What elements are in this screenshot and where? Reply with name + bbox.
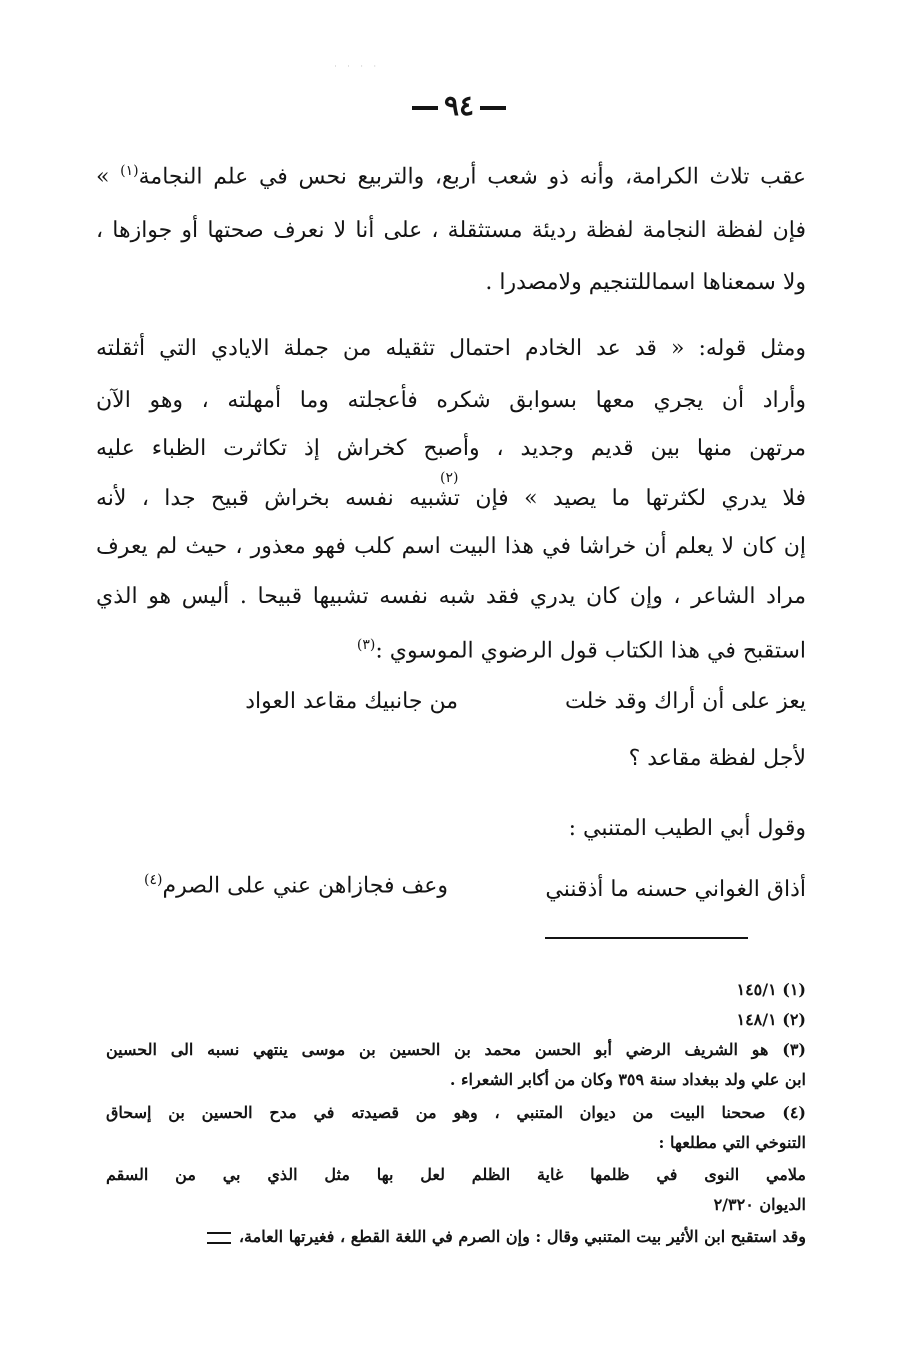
print-smudge-decoration: · · · · bbox=[334, 62, 380, 71]
footnote-3-line: (٣) هو الشريف الرضي أبو الحسن محمد بن الحسين بن موسى ينتهي نسبه الى الحسين bbox=[106, 1040, 806, 1059]
verse1-second-hemistich: من جانبيك مقاعد العواد bbox=[245, 689, 458, 714]
footnote-ref-1: (١) bbox=[120, 163, 139, 179]
footnote-ref-2: (٢) bbox=[440, 470, 459, 486]
paragraph1-line: فإن لفظة النجامة لفظة رديئة مستثقلة ، على أنا لا نعرف صحتها أو جوازها ، bbox=[96, 218, 806, 243]
paragraph2-line: استقبح في هذا الكتاب قول الرضوي الموسوي :$^{(٣)}$ bbox=[356, 637, 806, 664]
footnote-ref-4: (٤) bbox=[144, 872, 163, 888]
verse2-second-hemistich: وعف فجازاهن عني على الصرم$^{(٤)}$ bbox=[144, 872, 448, 899]
footnote-1: (١) ١٤٥/١ bbox=[736, 980, 806, 999]
footnote-2: (٢) ١٤٨/١ bbox=[736, 1010, 806, 1029]
paragraph2-line: وأراد أن يجري معها بسوابق شكره فأعجلته وما أمهلته ، وهو الآن bbox=[96, 388, 806, 413]
paragraph2-line: مراد الشاعر ، وإن كان يدري فقد شبه نفسه تشبيها قبيحا . أليس هو الذي bbox=[96, 584, 806, 609]
footnote-4-line: وقد استقبح ابن الأثير بيت المتنبي وقال : وإن الصرم في اللغة القطع ، فغيرتها العامة، bbox=[106, 1222, 806, 1252]
paragraph1-line: عقب تلاث الكرامة، وأنه ذو شعب أربع، والتربيع نحس في علم النجامة$^{(١)}$ » bbox=[96, 163, 807, 190]
footnote-ref-3: (٣) bbox=[356, 637, 376, 653]
continuation-mark bbox=[207, 1232, 231, 1244]
footnote-separator bbox=[545, 937, 748, 939]
footnote-4-line: الديوان ٢/٣٢٠ bbox=[713, 1195, 806, 1214]
paragraph2-line: فلا يدري لكثرتها ما يصيد » فإن تشبيه نفسه بخراش قبيح جدا ، لأنه bbox=[96, 486, 806, 511]
page-number: ٩٤ bbox=[443, 89, 475, 122]
header-dash-left bbox=[412, 106, 438, 110]
footnote-4-line: التنوخي التي مطلعها : bbox=[658, 1133, 806, 1152]
paragraph1-line: ولا سمعناها اسماللتنجيم ولامصدرا . bbox=[485, 270, 806, 295]
header-dash-right bbox=[480, 106, 506, 110]
footnote-3-line: ابن علي ولد ببغداد سنة ٣٥٩ وكان من أكابر الشعراء . bbox=[449, 1070, 806, 1089]
verse1-first-hemistich: يعز على أن أراك وقد خلت bbox=[564, 689, 806, 714]
footnote-4-line: ملامي النوى في ظلمها غاية الظلم لعل بها مثل الذي بي من السقم bbox=[106, 1165, 806, 1184]
paragraph2-line: إن كان لا يعلم أن خراشا في هذا البيت اسم كلب فهو معذور ، حيث لم يعرف bbox=[96, 534, 806, 559]
after-verse1-text: لأجل لفظة مقاعد ؟ bbox=[628, 746, 806, 771]
footnote-4-line: (٤) صححنا البيت من ديوان المتنبي ، وهو من قصيدته في مدح الحسين بن إسحاق bbox=[106, 1103, 806, 1122]
verse2-first-hemistich: أذاق الغواني حسنه ما أذقنني bbox=[545, 877, 806, 902]
verse2-intro: وقول أبي الطيب المتنبي : bbox=[568, 816, 806, 841]
paragraph2-line: مرتهن منها بين قديم وجديد ، وأصبح كخراش إذ تكاثرت الظباء عليه bbox=[96, 436, 806, 461]
page-number-header bbox=[0, 86, 918, 126]
paragraph2-line: ومثل قوله: « قد عد الخادم احتمال تثقيله من جملة الايادي التي أثقلته bbox=[96, 336, 806, 361]
